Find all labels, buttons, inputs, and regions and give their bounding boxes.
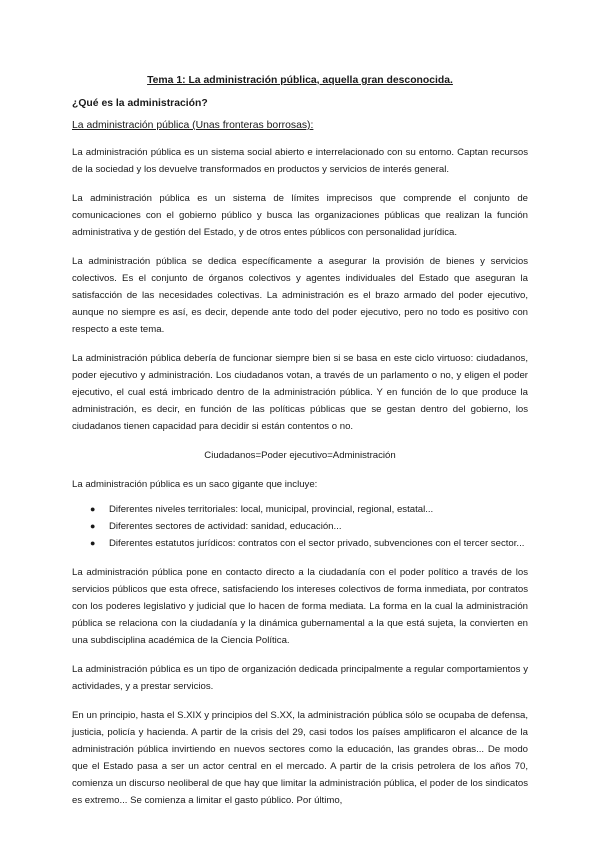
- list-item: [72, 518, 528, 535]
- list-item: [72, 501, 528, 518]
- bullet-list: [72, 501, 528, 552]
- paragraph: La administración pública pone en contacto directo a la ciudadanía con el poder político a través de los servicios públicos que esta ofrece, satisfaciendo los intereses colectivos de forma inmediata, por contratos con los poderes legislativo y judicial que lo hacen de forma mediata. La forma en la cual la administración pública se relaciona con la ciudadanía y la dinámica gubernamental a la que está sujeta, la convierten en una subdisciplina académica de la Ciencia Política.: [72, 567, 528, 646]
- bullet-icon: ●: [90, 504, 96, 514]
- paragraph: La administración pública es un sistema social abierto e interrelacionado con su entorno. Captan recursos de la sociedad y los devuelve transformados en productos y servicios de interés general.: [72, 147, 528, 175]
- document-body: [72, 74, 528, 821]
- bullet-icon: ●: [90, 521, 96, 531]
- formula-line: Ciudadanos=Poder ejecutivo=Administración: [204, 450, 396, 461]
- list-intro: La administración pública es un saco gigante que incluye:: [72, 479, 318, 490]
- paragraph: En un principio, hasta el S.XIX y principios del S.XX, la administración pública sólo se ocupaba de defensa, justicia, policía y hacienda. A partir de la crisis del 29, casi todos los países amplificaron el alcance de la administración pública invirtiendo en nuevos sectores como la educación, las grandes obras... De modo que el Estado pasa a ser un actor central en el mercado. A partir de la crisis petrolera de los años 70, comienza un discurso neoliberal de que hay que limitar la administración pública, el poder de los sindicatos es extremo... Se comienza a limitar el gasto público. Por último,: [72, 710, 528, 806]
- bullet-icon: ●: [90, 538, 96, 548]
- list-item: [72, 535, 528, 552]
- paragraph: La administración pública es un sistema de límites imprecisos que comprende el conjunto de comunicaciones con el gobierno público y busca las organizaciones públicas que realizan la función administrativa y de gestión del Estado, y de otros entes públicos con personalidad jurídica.: [72, 193, 528, 238]
- paragraph: La administración pública es un tipo de organización dedicada principalmente a regular comportamientos y actividades, y a prestar servicios.: [72, 664, 528, 692]
- section-subtitle: La administración pública (Unas fronteras borrosas):: [72, 120, 314, 131]
- list-item-text: Diferentes estatutos jurídicos: contratos con el sector privado, subvenciones con el tercer sector...: [109, 538, 525, 549]
- section-question: ¿Qué es la administración?: [72, 98, 208, 109]
- paragraph: La administración pública debería de funcionar siempre bien si se basa en este ciclo virtuoso: ciudadanos, poder ejecutivo y administración. Los ciudadanos votan, a través de un parlamento o no, y eligen el poder ejecutivo, el cual está imbricado dentro de la administración pública. Y en función de lo que produce la administración, es decir, en función de las políticas públicas que se gestan dentro del gobierno, los ciudadanos tienen capacidad para decidir si están contentos o no.: [72, 353, 528, 432]
- list-item-text: Diferentes sectores de actividad: sanidad, educación...: [109, 521, 342, 532]
- list-item-text: Diferentes niveles territoriales: local, municipal, provincial, regional, estatal...: [109, 504, 434, 515]
- document-title: Tema 1: La administración pública, aquella gran desconocida.: [147, 75, 453, 86]
- paragraph: La administración pública se dedica específicamente a asegurar la provisión de bienes y servicios colectivos. Es el conjunto de órganos colectivos y agentes individuales del Estado que aseguran la satisfacción de las necesidades colectivas. La administración es el brazo armado del poder ejecutivo, aunque no siempre es así, es decir, depende ante todo del poder ejecutivo, pero no todo es positivo con respecto a este tema.: [72, 256, 528, 335]
